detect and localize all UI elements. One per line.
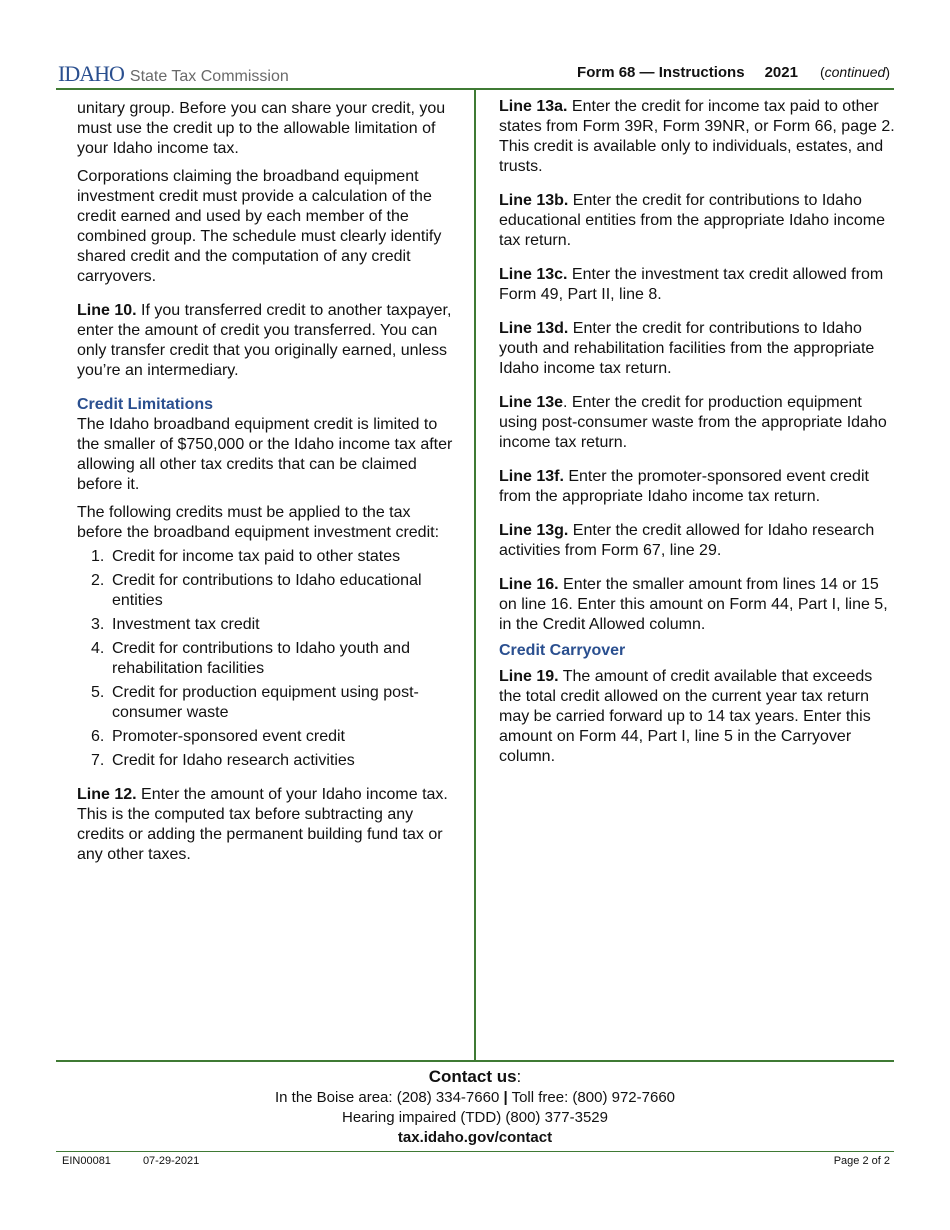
credits-list xyxy=(77,547,459,771)
line-12-instruction xyxy=(77,785,459,865)
line-13a-instruction: Line 13a. Enter the credit for income tax paid to other states from Form 39R, Form 39NR, or Form 66, page 2. This credit is available only to individuals, estates, and trusts. xyxy=(499,98,895,175)
line-13g-instruction: Line 13g. Enter the credit allowed for Idaho research activities from Form 67, line 29. xyxy=(499,522,875,559)
list-item: 2. Credit for contributions to Idaho educational entities xyxy=(91,572,422,609)
phone-numbers: In the Boise area: (208) 334-7660 | Toll free: (800) 972-7660 xyxy=(274,1089,676,1106)
line-13e-instruction: Line 13e. Enter the credit for production equipment using post-consumer waste from the appropriate Idaho income tax return. xyxy=(499,394,887,451)
idaho-tax-commission-logo xyxy=(58,62,289,86)
tdd-number: Hearing impaired (TDD) (800) 377-3529 xyxy=(342,1109,608,1126)
form-year: 2021 xyxy=(764,64,798,81)
line-13b-instruction: Line 13b. Enter the credit for contributions to Idaho educational entities from the appropriate Idaho income tax return. xyxy=(499,192,886,249)
logo-text: State Tax Commission xyxy=(129,68,289,85)
left-column xyxy=(77,99,459,873)
contact-title: Contact us: xyxy=(428,1067,522,1086)
line-13d-instruction: Line 13d. Enter the credit for contributions to Idaho youth and rehabilitation facilities from the appropriate Idaho income tax return. xyxy=(499,320,875,377)
line-13c-instruction: Line 13c. Enter the investment tax credit allowed from Form 49, Part II, line 8. xyxy=(499,266,884,303)
line-text: If you transferred credit to another taxpayer, enter the amount of credit you transferred. You can only transfer credit that you originally earned, unless you’re an intermediary. xyxy=(77,302,452,379)
form-id: EIN00081 xyxy=(62,1155,111,1167)
footer-divider xyxy=(56,1151,894,1152)
list-item: 1. Credit for income tax paid to other states xyxy=(91,548,401,565)
logo-mark: IDAHO xyxy=(58,61,124,86)
credits-order-paragraph: The following credits must be applied to the tax before the broadband equipment investment credit: xyxy=(77,504,440,541)
page-header xyxy=(58,62,890,86)
list-item: 6. Promoter-sponsored event credit xyxy=(91,728,345,745)
content-bottom-divider xyxy=(56,1060,894,1062)
list-item: 4. Credit for contributions to Idaho youth and rehabilitation facilities xyxy=(91,640,410,677)
continued-note: (continued) xyxy=(819,64,890,80)
list-item: 5. Credit for production equipment using post-consumer waste xyxy=(91,684,419,721)
form-heading xyxy=(577,64,890,81)
line-16-instruction: Line 16. Enter the smaller amount from lines 14 or 15 on line 16. Enter this amount on Form 44, Part I, line 5, in the Credit Allowed column. xyxy=(499,576,888,633)
right-column xyxy=(499,97,895,781)
paragraph-unitary-group: unitary group. Before you can share your credit, you must use the credit up to the allowable limitation of your Idaho income tax. xyxy=(77,100,446,157)
page-number: Page 2 of 2 xyxy=(833,1155,890,1167)
line-label: Line 12. xyxy=(77,786,137,803)
line-label: Line 10. xyxy=(77,302,137,319)
line-13f-instruction: Line 13f. Enter the promoter-sponsored event credit from the appropriate Idaho income tax return. xyxy=(499,468,869,505)
line-10-instruction xyxy=(77,301,459,381)
contact-website-link[interactable]: tax.idaho.gov/contact xyxy=(397,1129,553,1146)
contact-block xyxy=(0,1066,950,1148)
list-item: 3. Investment tax credit xyxy=(91,616,260,633)
limitations-paragraph: The Idaho broadband equipment credit is limited to the smaller of $750,000 or the Idaho income tax after allowing all other tax credits that can be claimed before it. xyxy=(77,416,453,493)
line-19-instruction: Line 19. The amount of credit available that exceeds the total credit allowed on the current year tax return may be carried forward up to 14 tax years. Enter this amount on Form 44, Part I, line 5 in the Carryover column. xyxy=(499,668,873,765)
revision-date: 07-29-2021 xyxy=(142,1155,200,1167)
credit-limitations-heading: Credit Limitations xyxy=(77,396,214,413)
footer-form-info xyxy=(62,1155,199,1167)
column-divider xyxy=(474,89,476,1061)
credit-carryover-heading: Credit Carryover xyxy=(499,642,626,659)
form-title: Form 68 — Instructions xyxy=(577,64,745,81)
paragraph-corporations: Corporations claiming the broadband equipment investment credit must provide a calculation of the credit earned and used by each member of the combined group. The schedule must clearly identify shared credit and the computation of any credit carryovers. xyxy=(77,168,442,285)
line-text: Enter the amount of your Idaho income tax. This is the computed tax before subtracting any credits or adding the permanent building fund tax or any other taxes. xyxy=(77,786,448,863)
list-item: 7. Credit for Idaho research activities xyxy=(91,752,355,769)
